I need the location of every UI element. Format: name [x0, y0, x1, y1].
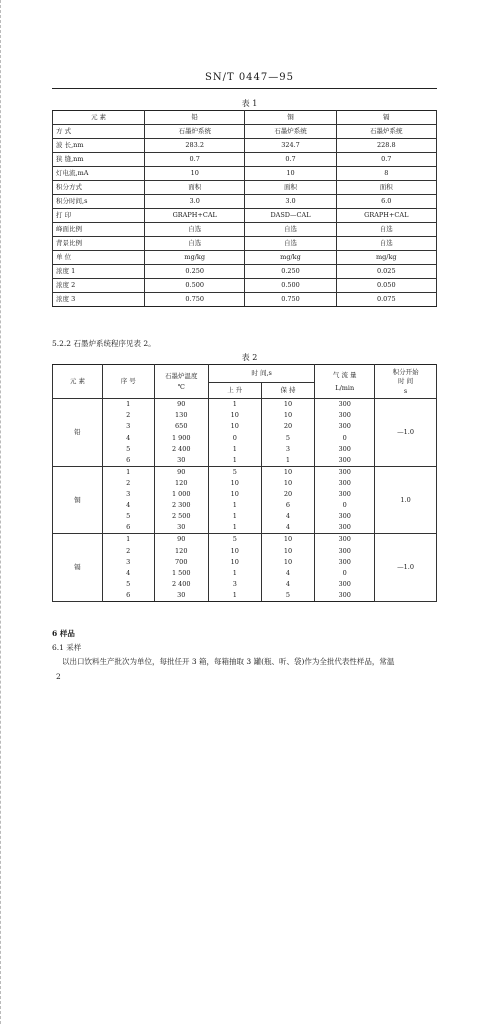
table1-cell: 自选 — [245, 223, 336, 237]
table1-cell: 0.750 — [245, 293, 336, 307]
table2-cell: 300 — [315, 522, 375, 534]
table1-row — [53, 223, 437, 237]
table2-cell: 3 — [102, 556, 154, 567]
table2-cell: 20 — [261, 421, 315, 432]
table2-cell: 2 300 — [154, 500, 208, 511]
table2-cell: 300 — [315, 556, 375, 567]
table1-row — [53, 209, 437, 223]
table2-cell: 1 — [102, 466, 154, 478]
table1-cell: 面积 — [145, 181, 245, 195]
table2-cell: 300 — [315, 534, 375, 546]
section-6-1: 6.1 采样 — [52, 643, 82, 652]
col-temp-label: 石墨炉温度 — [165, 371, 198, 380]
table2-cell: 2 400 — [154, 579, 208, 590]
table1-cell: 0.250 — [145, 265, 245, 279]
table1-cell: 6.0 — [336, 195, 436, 209]
table1-row-label: 浓度 1 — [53, 265, 145, 279]
table1-cell: 8 — [336, 167, 436, 181]
table1-cell: 228.8 — [336, 139, 436, 153]
table2-cell: 300 — [315, 579, 375, 590]
table2-cell: 130 — [154, 410, 208, 421]
table2-cell: 6 — [102, 454, 154, 466]
table2-cell: 2 — [102, 478, 154, 489]
sampling-paragraph: 以出口饮料生产批次为单位，每批任开 3 箱，每箱抽取 3 罐(瓶、听、袋)作为全批代表性样品，常温 — [62, 657, 395, 666]
table2-integ-cell: —1.0 — [375, 534, 437, 602]
table2-cell: 10 — [208, 489, 261, 500]
table2-cell: 10 — [261, 556, 315, 567]
table2-cell: 4 — [261, 511, 315, 522]
table1-row-label: 背景比例 — [53, 237, 145, 251]
table2-cell: 10 — [261, 478, 315, 489]
table2-cell: 300 — [315, 443, 375, 454]
table1-cell: 0.050 — [336, 279, 436, 293]
table1-row — [53, 153, 437, 167]
col-integ — [375, 365, 437, 399]
table2-element-cell: 镉 — [53, 534, 103, 602]
table2-cell: 300 — [315, 590, 375, 602]
table2-cell: 5 — [102, 511, 154, 522]
table2-cell: 300 — [315, 454, 375, 466]
table1-row-label: 方 式 — [53, 125, 145, 139]
table2-cell: 6 — [102, 590, 154, 602]
table2-cell: 650 — [154, 421, 208, 432]
table1-cell: GRAPH+CAL — [336, 209, 436, 223]
table1-row-label: 浓度 2 — [53, 279, 145, 293]
table2-cell: 6 — [102, 522, 154, 534]
table2-row — [53, 399, 437, 411]
table1-cell: 0.500 — [145, 279, 245, 293]
table2-cell: 0 — [208, 432, 261, 443]
table2-cell: 120 — [154, 478, 208, 489]
col-gas-label: 气 流 量 — [332, 370, 357, 379]
table2-cell: 10 — [261, 545, 315, 556]
table2-cell: 0 — [315, 500, 375, 511]
table1-row-label: 积分方式 — [53, 181, 145, 195]
table1-row — [53, 251, 437, 265]
col-time: 时 间,s — [208, 365, 314, 383]
table2-cell: 1 900 — [154, 432, 208, 443]
table1-cell: 0.7 — [145, 153, 245, 167]
page-number: 2 — [56, 672, 61, 681]
table1-cell: mg/kg — [336, 251, 436, 265]
table2-cell: 4 — [102, 432, 154, 443]
table2-cell: 4 — [261, 522, 315, 534]
table2-cell: 120 — [154, 545, 208, 556]
table2-cell: 10 — [261, 534, 315, 546]
table2-cell: 2 500 — [154, 511, 208, 522]
table1-cell: 324.7 — [245, 139, 336, 153]
table2-cell: 300 — [315, 466, 375, 478]
table2-cell: 300 — [315, 421, 375, 432]
col-hold: 保 持 — [261, 383, 315, 399]
table2-cell: 4 — [261, 579, 315, 590]
table2-cell: 3 — [208, 579, 261, 590]
table2-cell: 3 — [261, 443, 315, 454]
table1-row-label: 狭 缝,nm — [53, 153, 145, 167]
table1-header-cell: 元 素 — [53, 111, 145, 125]
table2-cell: 10 — [208, 421, 261, 432]
table2-cell: 4 — [102, 500, 154, 511]
table1-header-row — [53, 111, 437, 125]
table2-cell: 1 500 — [154, 567, 208, 578]
col-integ-unit: s — [403, 386, 408, 395]
table2-row — [53, 534, 437, 546]
table2-cell: 10 — [261, 466, 315, 478]
table2-cell: 300 — [315, 478, 375, 489]
table2-cell: 20 — [261, 489, 315, 500]
table2 — [52, 364, 437, 602]
table2-cell: 10 — [261, 399, 315, 411]
table1-cell: 0.025 — [336, 265, 436, 279]
table1-row — [53, 167, 437, 181]
table2-cell: 5 — [102, 443, 154, 454]
col-rise: 上 升 — [208, 383, 261, 399]
table2-cell: 700 — [154, 556, 208, 567]
table1-row — [53, 237, 437, 251]
table1-cell: 10 — [145, 167, 245, 181]
table2-integ-cell: 1.0 — [375, 466, 437, 534]
table1-cell: 自选 — [336, 237, 436, 251]
table1-cell: 10 — [245, 167, 336, 181]
col-gas-unit: L/min — [335, 384, 355, 392]
table2-cell: 1 000 — [154, 489, 208, 500]
table2-cell: 10 — [208, 545, 261, 556]
table1-cell: 自选 — [336, 223, 436, 237]
table1-cell: 0.750 — [145, 293, 245, 307]
table1-row-label: 打 印 — [53, 209, 145, 223]
table2-cell: 1 — [208, 522, 261, 534]
table2-cell: 1 — [102, 399, 154, 411]
table2-cell: 3 — [102, 489, 154, 500]
table2-cell: 0 — [315, 432, 375, 443]
table2-cell: 1 — [261, 454, 315, 466]
table2-cell: 90 — [154, 534, 208, 546]
table2-cell: 2 — [102, 545, 154, 556]
table2-cell: 5 — [102, 579, 154, 590]
table1-cell: 0.500 — [245, 279, 336, 293]
table2-cell: 300 — [315, 410, 375, 421]
table2-element-cell: 铅 — [53, 399, 103, 467]
col-integ-label2: 时 间 — [398, 377, 414, 386]
table2-cell: 5 — [261, 432, 315, 443]
table1-header-cell: 铅 — [145, 111, 245, 125]
table2-cell: 5 — [208, 466, 261, 478]
table2-cell: 3 — [102, 421, 154, 432]
table1-row — [53, 125, 437, 139]
table1-row — [53, 139, 437, 153]
table2-cell: 0 — [315, 567, 375, 578]
table2-cell: 1 — [208, 567, 261, 578]
table1-cell: 3.0 — [145, 195, 245, 209]
table1-caption: 表 1 — [241, 99, 258, 108]
col-temp — [154, 365, 208, 399]
table1-row-label: 浓度 3 — [53, 293, 145, 307]
table1-row-label: 峰面比例 — [53, 223, 145, 237]
table2-cell: 1 — [208, 511, 261, 522]
col-element: 元 素 — [53, 365, 103, 399]
table2-cell: 5 — [208, 534, 261, 546]
table2-cell: 300 — [315, 399, 375, 411]
table1-cell: 0.075 — [336, 293, 436, 307]
table1-cell: GRAPH+CAL — [145, 209, 245, 223]
table1-cell: mg/kg — [145, 251, 245, 265]
table1-row — [53, 265, 437, 279]
table1-cell: 自选 — [145, 223, 245, 237]
table2-cell: 1 — [208, 399, 261, 411]
table2-cell: 10 — [208, 556, 261, 567]
table1-row — [53, 195, 437, 209]
table2-cell: 90 — [154, 466, 208, 478]
table1-cell: 0.7 — [336, 153, 436, 167]
table1-row-label: 波 长,nm — [53, 139, 145, 153]
table1-cell: 石墨炉系统 — [145, 125, 245, 139]
table2-cell: 5 — [261, 590, 315, 602]
table2-cell: 1 — [208, 454, 261, 466]
table1-cell: 3.0 — [245, 195, 336, 209]
table2-cell: 4 — [102, 567, 154, 578]
table1-cell: 面积 — [245, 181, 336, 195]
table1-header-cell: 镉 — [336, 111, 436, 125]
col-gas — [315, 365, 375, 399]
table2-element-cell: 铜 — [53, 466, 103, 534]
table1-cell: 自选 — [145, 237, 245, 251]
table1-cell: 自选 — [245, 237, 336, 251]
table1-row-label: 灯电流,mA — [53, 167, 145, 181]
col-seq: 序 号 — [102, 365, 154, 399]
table2-cell: 30 — [154, 590, 208, 602]
table2-cell: 1 — [208, 500, 261, 511]
table1-cell: DASD—CAL — [245, 209, 336, 223]
table1-cell: mg/kg — [245, 251, 336, 265]
table2-cell: 300 — [315, 511, 375, 522]
table1-cell: 石墨炉系统 — [245, 125, 336, 139]
col-integ-label: 积分开始 — [392, 367, 419, 376]
table2-cell: 6 — [261, 500, 315, 511]
col-temp-unit: ℃ — [177, 383, 185, 391]
table2-cell: 1 — [102, 534, 154, 546]
table2-cell: 2 — [102, 410, 154, 421]
table2-cell: 300 — [315, 489, 375, 500]
table2-caption: 表 2 — [241, 353, 258, 362]
binding-margin — [0, 0, 7, 1024]
table1-header-cell: 铜 — [245, 111, 336, 125]
table2-cell: 1 — [208, 590, 261, 602]
table2-cell: 1 — [208, 443, 261, 454]
standard-code: SN/T 0447—95 — [205, 72, 294, 83]
table1-cell: 面积 — [336, 181, 436, 195]
header-rule — [52, 88, 437, 89]
table1-row — [53, 181, 437, 195]
table2-row — [53, 466, 437, 478]
table1-row — [53, 279, 437, 293]
table2-cell: 4 — [261, 567, 315, 578]
table1-row-label: 积分时间,s — [53, 195, 145, 209]
table2-cell: 10 — [208, 410, 261, 421]
table2-integ-cell: —1.0 — [375, 399, 437, 467]
table1-cell: 石墨炉系统 — [336, 125, 436, 139]
table2-cell: 2 400 — [154, 443, 208, 454]
table1-row-label: 单 位 — [53, 251, 145, 265]
table1-cell: 283.2 — [145, 139, 245, 153]
table2-cell: 90 — [154, 399, 208, 411]
section-6: 6 样品 — [52, 629, 75, 638]
table1-row — [53, 293, 437, 307]
table2-cell: 300 — [315, 545, 375, 556]
table1-cell: 0.7 — [245, 153, 336, 167]
table2-cell: 10 — [261, 410, 315, 421]
table2-cell: 30 — [154, 454, 208, 466]
table2-cell: 30 — [154, 522, 208, 534]
table1 — [52, 110, 437, 307]
section-5-2-2: 5.2.2 石墨炉系统程序见表 2。 — [52, 339, 156, 348]
table1-cell: 0.250 — [245, 265, 336, 279]
table2-cell: 10 — [208, 478, 261, 489]
